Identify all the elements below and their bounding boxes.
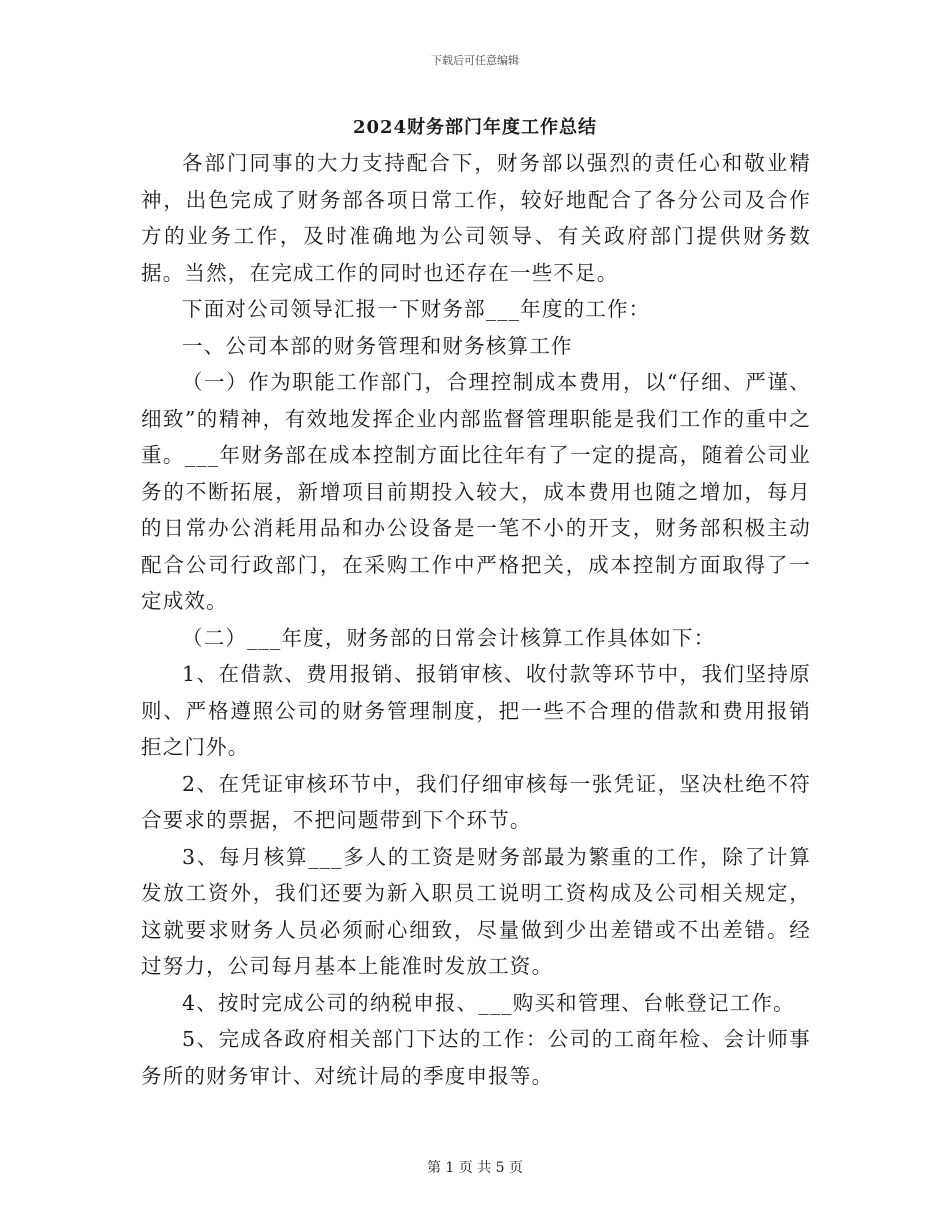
list-item-2: 2、在凭证审核环节中，我们仔细审核每一张凭证，坚决杜绝不符合要求的票据，不把问题带到下个环节。 (141, 771, 811, 832)
list-item-3: 3、每月核算___多人的工资是财务部最为繁重的工作，除了计算发放工资外，我们还要为新入职员工说明工资构成及公司相关规定，这就要求财务人员必须耐心细致，尽量做到少出差错或不出差错。经过努力，公司每月基本上能准时发放工资。 (141, 844, 811, 978)
section-heading-1: 一、公司本部的财务管理和财务核算工作 (182, 333, 573, 358)
list-item-4: 4、按时完成公司的纳税申报、___购买和管理、台帐登记工作。 (182, 990, 795, 1015)
document-title: 2024财务部门年度工作总结 (352, 117, 598, 138)
header-note: 下载后可任意编辑 (431, 54, 519, 67)
page-footer: 第 1 页 共 5 页 (426, 1160, 524, 1176)
document-body (141, 145, 811, 1094)
paragraph-cost-control: （一）作为职能工作部门，合理控制成本费用，以“仔细、严谨、细致”的精神，有效地发挥企业内部监督管理职能是我们工作的重中之重。___年财务部在成本控制方面比往年有了一定的提高，随着公司业务的不断拓展，新增项目前期投入较大，成本费用也随之增加，每月的日常办公消耗用品和办公设备是一笔不小的开支，财务部积极主动配合公司行政部门，在采购工作中严格把关，成本控制方面取得了一定成效。 (141, 370, 811, 613)
subsection-heading-2: （二）___年度，财务部的日常会计核算工作具体如下： (182, 625, 716, 650)
paragraph-report-lead: 下面对公司领导汇报一下财务部___年度的工作： (182, 297, 651, 321)
list-item-5: 5、完成各政府相关部门下达的工作：公司的工商年检、会计师事务所的财务审计、对统计局的季度申报等。 (141, 1027, 811, 1088)
list-item-1: 1、在借款、费用报销、报销审核、收付款等环节中，我们坚持原则、严格遵照公司的财务管理制度，把一些不合理的借款和费用报销拒之门外。 (141, 662, 811, 759)
paragraph-intro: 各部门同事的大力支持配合下，财务部以强烈的责任心和敬业精神，出色完成了财务部各项日常工作，较好地配合了各分公司及合作方的业务工作，及时准确地为公司领导、有关政府部门提供财务数据。当然，在完成工作的同时也还存在一些不足。 (141, 151, 811, 285)
